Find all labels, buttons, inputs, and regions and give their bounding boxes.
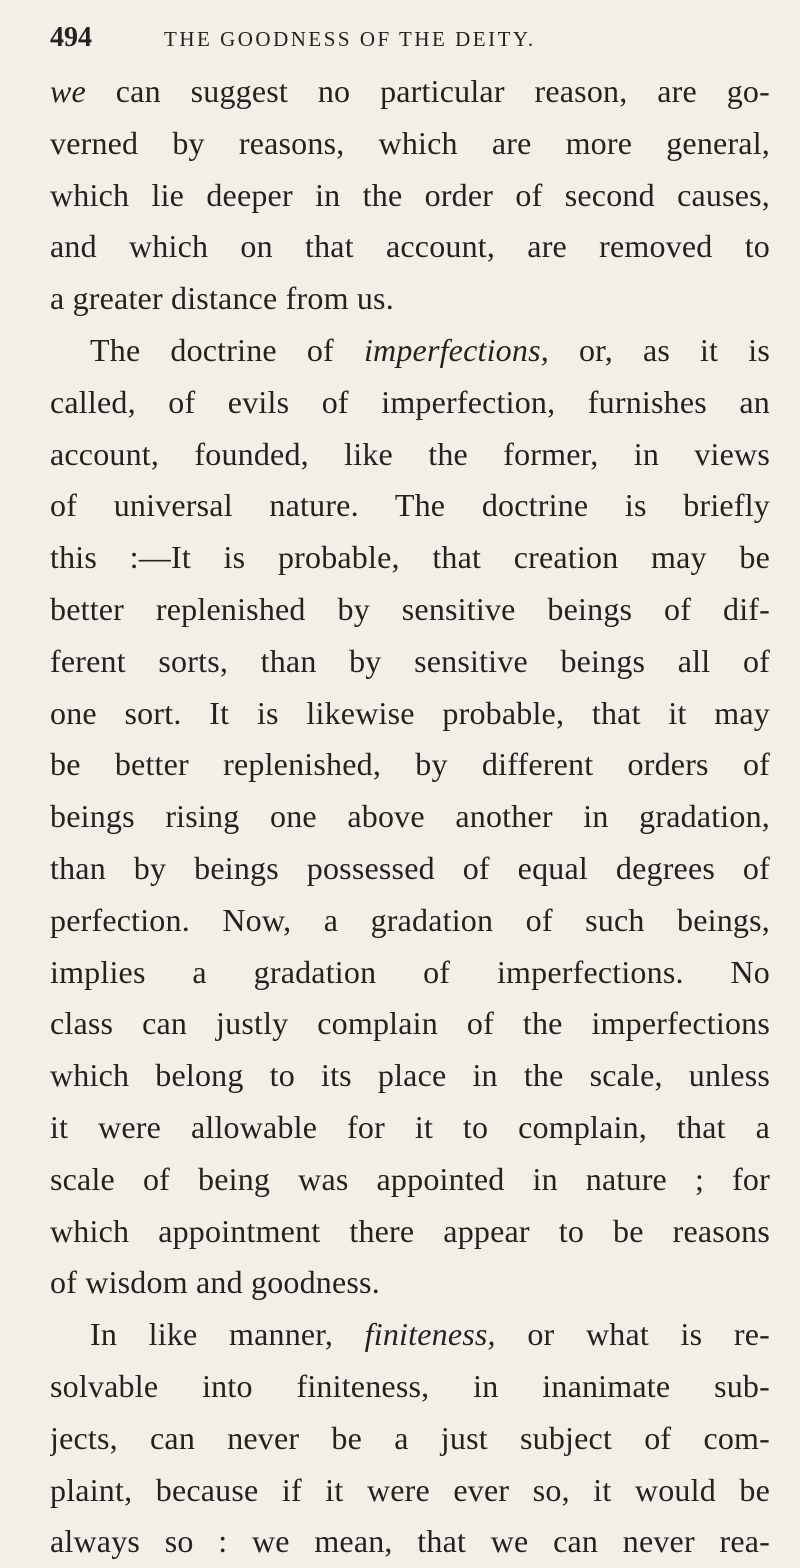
text-line: of wisdom and goodness. bbox=[50, 1264, 380, 1301]
text-line: we can suggest no particular reason, are go- bbox=[50, 73, 770, 109]
text-line: scale of being was appointed in nature ; for bbox=[50, 1160, 770, 1197]
text-line: be better replenished, by different orders of bbox=[50, 746, 770, 783]
running-head bbox=[50, 22, 770, 62]
text-line: jects, can never be a just subject of com- bbox=[50, 1419, 770, 1456]
text-line: implies a gradation of imperfections. No bbox=[50, 953, 770, 990]
text-line: and which on that account, are removed to bbox=[50, 228, 770, 265]
text-line: a greater distance from us. bbox=[50, 280, 394, 317]
text-line: The doctrine of imperfections, or, as it is bbox=[90, 331, 770, 368]
text-line: beings rising one above another in gradation, bbox=[50, 798, 770, 835]
running-title: THE GOODNESS OF THE DEITY. bbox=[164, 27, 536, 51]
text-line: better replenished by sensitive beings of dif- bbox=[50, 590, 770, 627]
text-line: ferent sorts, than by sensitive beings all of bbox=[50, 642, 770, 679]
text-line: always so : we mean, that we can never rea- bbox=[50, 1523, 770, 1560]
body-text bbox=[50, 66, 770, 1568]
text-line: class can justly complain of the imperfections bbox=[50, 1005, 770, 1042]
text-line: perfection. Now, a gradation of such beings, bbox=[50, 901, 770, 938]
text-line: one sort. It is likewise probable, that it may bbox=[50, 694, 770, 731]
text-line: solvable into finiteness, in inanimate sub- bbox=[50, 1367, 770, 1404]
text-line: plaint, because if it were ever so, it would be bbox=[50, 1471, 770, 1508]
text-line: verned by reasons, which are more general, bbox=[50, 124, 770, 161]
text-line: which lie deeper in the order of second causes, bbox=[50, 176, 770, 213]
text-line: which belong to its place in the scale, unless bbox=[50, 1057, 770, 1094]
text-line: which appointment there appear to be reasons bbox=[50, 1212, 770, 1249]
page-number: 494 bbox=[50, 22, 92, 53]
text-line: it were allowable for it to complain, that a bbox=[50, 1108, 770, 1145]
text-line: of universal nature. The doctrine is briefly bbox=[50, 487, 770, 524]
text-line: than by beings possessed of equal degrees of bbox=[50, 849, 770, 886]
text-line: called, of evils of imperfection, furnishes an bbox=[50, 383, 770, 420]
text-line: In like manner, finiteness, or what is re- bbox=[90, 1316, 770, 1353]
text-line: account, founded, like the former, in views bbox=[50, 435, 770, 472]
text-line: this :—It is probable, that creation may be bbox=[50, 539, 770, 576]
